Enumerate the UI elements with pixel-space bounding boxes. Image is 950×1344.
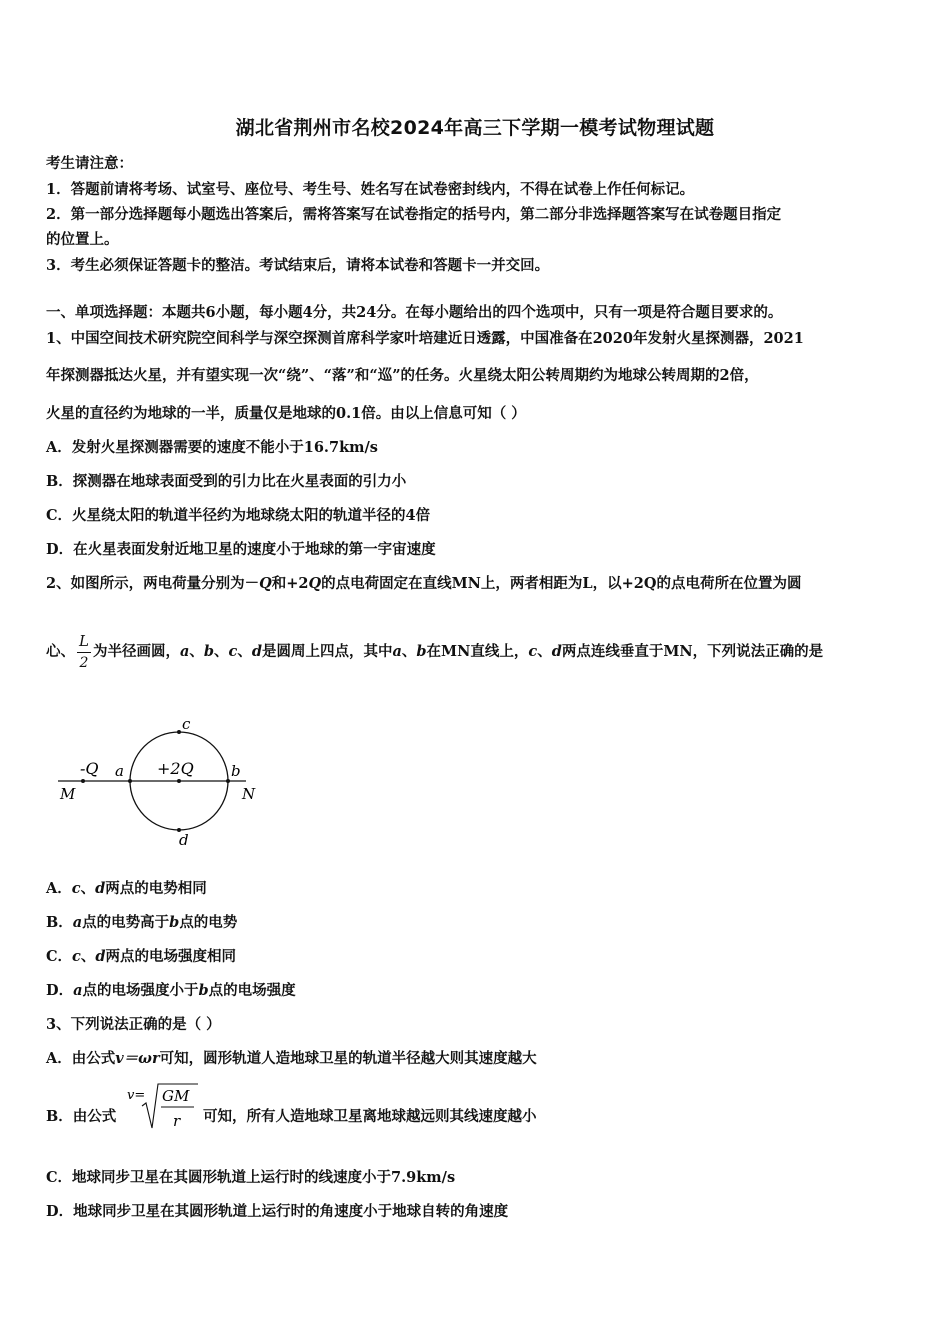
option-text: 点的电场强度小于 [82,982,199,999]
q2-var: c [72,948,81,965]
q2-var: b [203,643,215,660]
notice-item-3: 3．考生必须保证答题卡的整洁。考试结束后，请将本试卷和答题卡一并交回。 [46,257,550,274]
label-a: a [115,762,124,780]
q2-var: c [71,880,81,897]
label-pos-2q: +2Q [157,759,194,778]
option-text: 可知，圆形轨道人造地球卫星的轨道半径越大则其速度越大 [159,1050,537,1067]
label-m: M [60,785,76,803]
q2-stem-line-2 [46,634,823,670]
q2-option-b [46,911,237,932]
q3-option-b [46,1105,116,1126]
q2-text: 心、 [46,643,75,660]
charge-circle-diagram [50,712,280,852]
q2-var-q: Q [308,575,322,592]
formula-v-omega-r: v＝ωr [115,1050,160,1067]
q2-text: 在MN直线上， [426,643,529,660]
q2-var: b [198,982,209,999]
option-text: 点的电势 [179,914,238,931]
q1-option-a: A．发射火星探测器需要的速度不能小于16.7km/s [46,439,378,456]
formula-sqrt-gm-over-r [126,1082,202,1134]
q2-stem-line-1 [46,572,802,593]
option-text: 点的电势高于 [82,914,170,931]
fraction-denominator: 2 [77,652,91,670]
q2-var: d [251,643,262,660]
label-c: c [182,715,191,733]
q2-var: d [95,948,106,965]
fraction-numerator: L [79,632,89,650]
q1-stem-line-3: 火星的直径约为地球的一半，质量仅是地球的0.1倍。由以上信息可知（ ） [46,405,526,422]
formula-numerator: GM [162,1087,190,1105]
option-text: 点的电场强度 [208,982,296,999]
q2-text: 2、如图所示，两电荷量分别为－ [46,575,260,592]
q2-var: c [228,643,238,660]
option-text: 两点的电势相同 [105,880,207,897]
notice-item-1: 1．答题前请将考场、试室号、座位号、考生号、姓名写在试卷密封线内，不得在试卷上作任何标记。 [46,181,695,198]
q2-text: 、 [537,643,552,660]
q2-text: 、 [401,643,417,660]
notice-item-2-cont: 的位置上。 [46,231,119,248]
formula-denominator: r [173,1112,181,1130]
option-text: 两点的电场强度相同 [105,948,237,965]
q2-option-a [46,877,207,898]
option-prefix: B．由公式 [46,1108,117,1125]
q1-stem-line-2: 年探测器抵达火星，并有望实现一次“绕”、“落”和“巡”的任务。火星绕太阳公转周期约为地球公转周期的2倍， [46,367,759,384]
point-c [177,730,181,734]
q2-var-q: Q [259,575,272,592]
q2-var: a [392,643,402,660]
fraction-l-over-2 [77,634,91,670]
label-n: N [242,785,256,803]
option-prefix: B． [46,914,73,931]
page-title: 湖北省荆州市名校2024年高三下学期一模考试物理试题 [235,117,715,139]
q2-var: b [416,643,427,660]
q3-option-b-text: 可知，所有人造地球卫星离地球越远则其线速度越小 [203,1108,537,1125]
label-neg-q: -Q [80,759,99,778]
q3-option-a [46,1047,537,1068]
q2-option-d [46,979,296,1000]
formula-v: v= [127,1088,146,1103]
option-prefix: A． [46,880,72,897]
point-a [128,779,132,783]
q1-option-c: C．火星绕太阳的轨道半径约为地球绕太阳的轨道半径的4倍 [46,507,431,524]
q2-text: 、 [214,643,229,660]
q2-var: c [528,643,538,660]
q2-var: d [95,880,106,897]
option-prefix: D． [46,982,74,999]
q2-text: 、 [189,643,204,660]
label-d: d [179,831,189,849]
q1-option-b: B．探测器在地球表面受到的引力比在火星表面的引力小 [46,473,407,490]
q2-var: a [72,914,83,931]
q2-text: 、 [237,643,252,660]
option-prefix: A．由公式 [46,1050,116,1067]
notice-heading: 考生请注意： [46,155,133,172]
q2-var: a [73,982,83,999]
q2-text: 两点连线垂直于MN，下列说法正确的是 [561,643,824,660]
point-pos-2q [177,779,181,783]
option-text: 、 [80,880,96,897]
q2-text: 为半径画圆， [92,643,180,660]
option-prefix: C． [46,948,73,965]
q2-text: 和+2 [271,575,309,592]
q2-text: 是圆周上四点，其中 [262,643,393,660]
q2-option-c [46,945,236,966]
section-heading: 一、单项选择题：本题共6小题，每小题4分，共24分。在每小题给出的四个选项中，只有一项是符合题目要求的。 [46,304,783,321]
q2-var: b [169,914,180,931]
q2-text: 的点电荷固定在直线MN上，两者相距为L，以+2Q的点电荷所在位置为圆 [321,575,802,592]
q3-stem: 3、下列说法正确的是（ ） [46,1016,221,1033]
q1-option-d: D．在火星表面发射近地卫星的速度小于地球的第一宇宙速度 [46,541,436,558]
q2-var: a [179,643,190,660]
notice-item-2: 2．第一部分选择题每小题选出答案后，需将答案写在试卷指定的括号内，第二部分非选择题答案写在试卷题目指定 [46,206,782,223]
q2-var: d [551,643,562,660]
q1-stem-line-1: 1、中国空间技术研究院空间科学与深空探测首席科学家叶培建近日透露，中国准备在2020年发射火星探测器，2021 [46,330,804,347]
point-b [226,779,230,783]
q3-option-d: D．地球同步卫星在其圆形轨道上运行时的角速度小于地球自转的角速度 [46,1203,509,1220]
option-text: 、 [80,948,96,965]
label-b: b [231,762,241,780]
point-neg-q [81,779,85,783]
q3-option-c: C．地球同步卫星在其圆形轨道上运行时的线速度小于7.9km/s [46,1169,456,1186]
